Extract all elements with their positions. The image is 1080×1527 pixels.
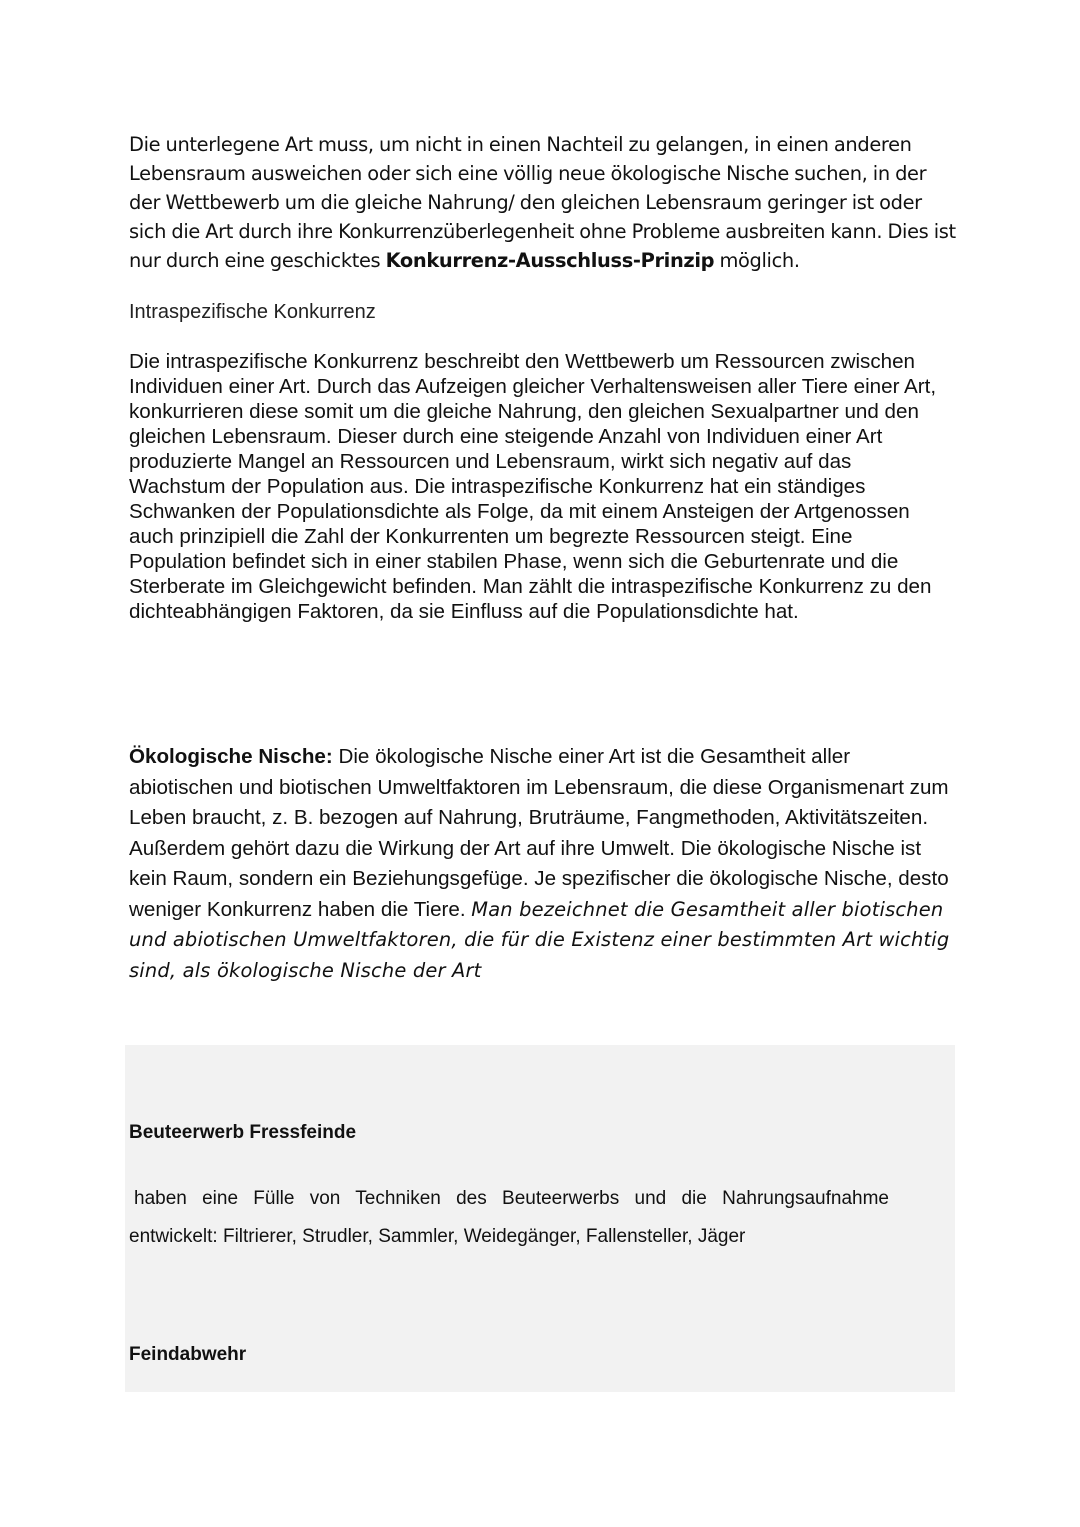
bold-term-konkurrenz-ausschluss-prinzip: Konkurrenz-Ausschluss-Prinzip bbox=[385, 249, 715, 272]
paragraph-text-end: möglich. bbox=[714, 249, 800, 272]
heading-beuteerwerb-fressfeinde: Beuteerwerb Fressfeinde bbox=[129, 1122, 357, 1143]
paragraph-text: Die unterlegene Art muss, um nicht in einen Nachteil zu gelangen, in einen anderen Lebensraum ausweichen oder sich eine völlig neue ökologische Nische suchen, in der der Wettbewerb um die gleiche Nahrung/ den gleichen Lebensraum geringer ist oder sich die Art durch ihre Konkurrenzüberlegenheit ohne Probleme ausbreiten kann. Dies ist nur durch eine geschicktes bbox=[129, 133, 956, 272]
paragraph-intraspezifische-konkurrenz: Die intraspezifische Konkurrenz beschreibt den Wettbewerb um Ressourcen zwischen Individuen einer Art. Durch das Aufzeigen gleicher Verhaltensweisen aller Tiere einer Art, konkurrieren diese somit um die gleiche Nahrung, den gleichen Sexualpartner und den gleichen Lebensraum. Dieser durch eine steigende Anzahl von Individuen einer Art produzierte Mangel an Ressourcen und Lebensraum, wirkt sich negativ auf das Wachstum der Population aus. Die intraspezifische Konkurrenz hat ein ständiges Schwanken der Populationsdichte als Folge, da mit einem Ansteigen der Artgenossen auch prinzipiell die Zahl der Konkurrenten um begrezte Ressourcen steigt. Eine Population befindet sich in einer stabilen Phase, wenn sich die Geburtenrate und die Sterberate im Gleichgewicht befinden. Man zählt die intraspezifische Konkurrenz zu den dichteabhängigen Faktoren, da sie Einfluss auf die Populationsdichte hat. bbox=[129, 350, 937, 623]
paragraph-konkurrenz-ausweichen bbox=[129, 130, 959, 275]
paragraph-beuteerwerb bbox=[129, 1180, 889, 1256]
heading-intraspezifische-konkurrenz: Intraspezifische Konkurrenz bbox=[129, 301, 376, 323]
beuteerwerb-line-2: entwickelt: Filtrierer, Strudler, Sammler, Weidegänger, Fallensteller, Jäger bbox=[129, 1226, 746, 1247]
term-oekologische-nische: Ökologische Nische: bbox=[129, 745, 333, 768]
nische-italic-definition: Man bezeichnet die Gesamtheit aller biotischen und abiotischen Umweltfaktoren, die für die Existenz einer bestimmten Art wichtig sind, als ökologische Nische der Art bbox=[129, 897, 950, 982]
beuteerwerb-line-1: haben eine Fülle von Techniken des Beuteerwerbs und die Nahrungsaufnahme bbox=[134, 1188, 889, 1209]
heading-feindabwehr: Feindabwehr bbox=[129, 1344, 247, 1365]
paragraph-oekologische-nische bbox=[129, 742, 959, 986]
nische-definition: Die ökologische Nische einer Art ist die Gesamtheit aller abiotischen und biotischen Umweltfaktoren im Lebensraum, die diese Organismenart zum Leben braucht, z. B. bezogen auf Nahrung, Bruträume, Fangmethoden, Aktivitätszeiten. Außerdem gehört dazu die Wirkung der Art auf ihre Umwelt. Die ökologische Nische ist kein Raum, sondern ein Beziehungsgefüge. Je spezifischer die ökologische Nische, desto weniger Konkurrenz haben die Tiere. bbox=[129, 745, 949, 921]
